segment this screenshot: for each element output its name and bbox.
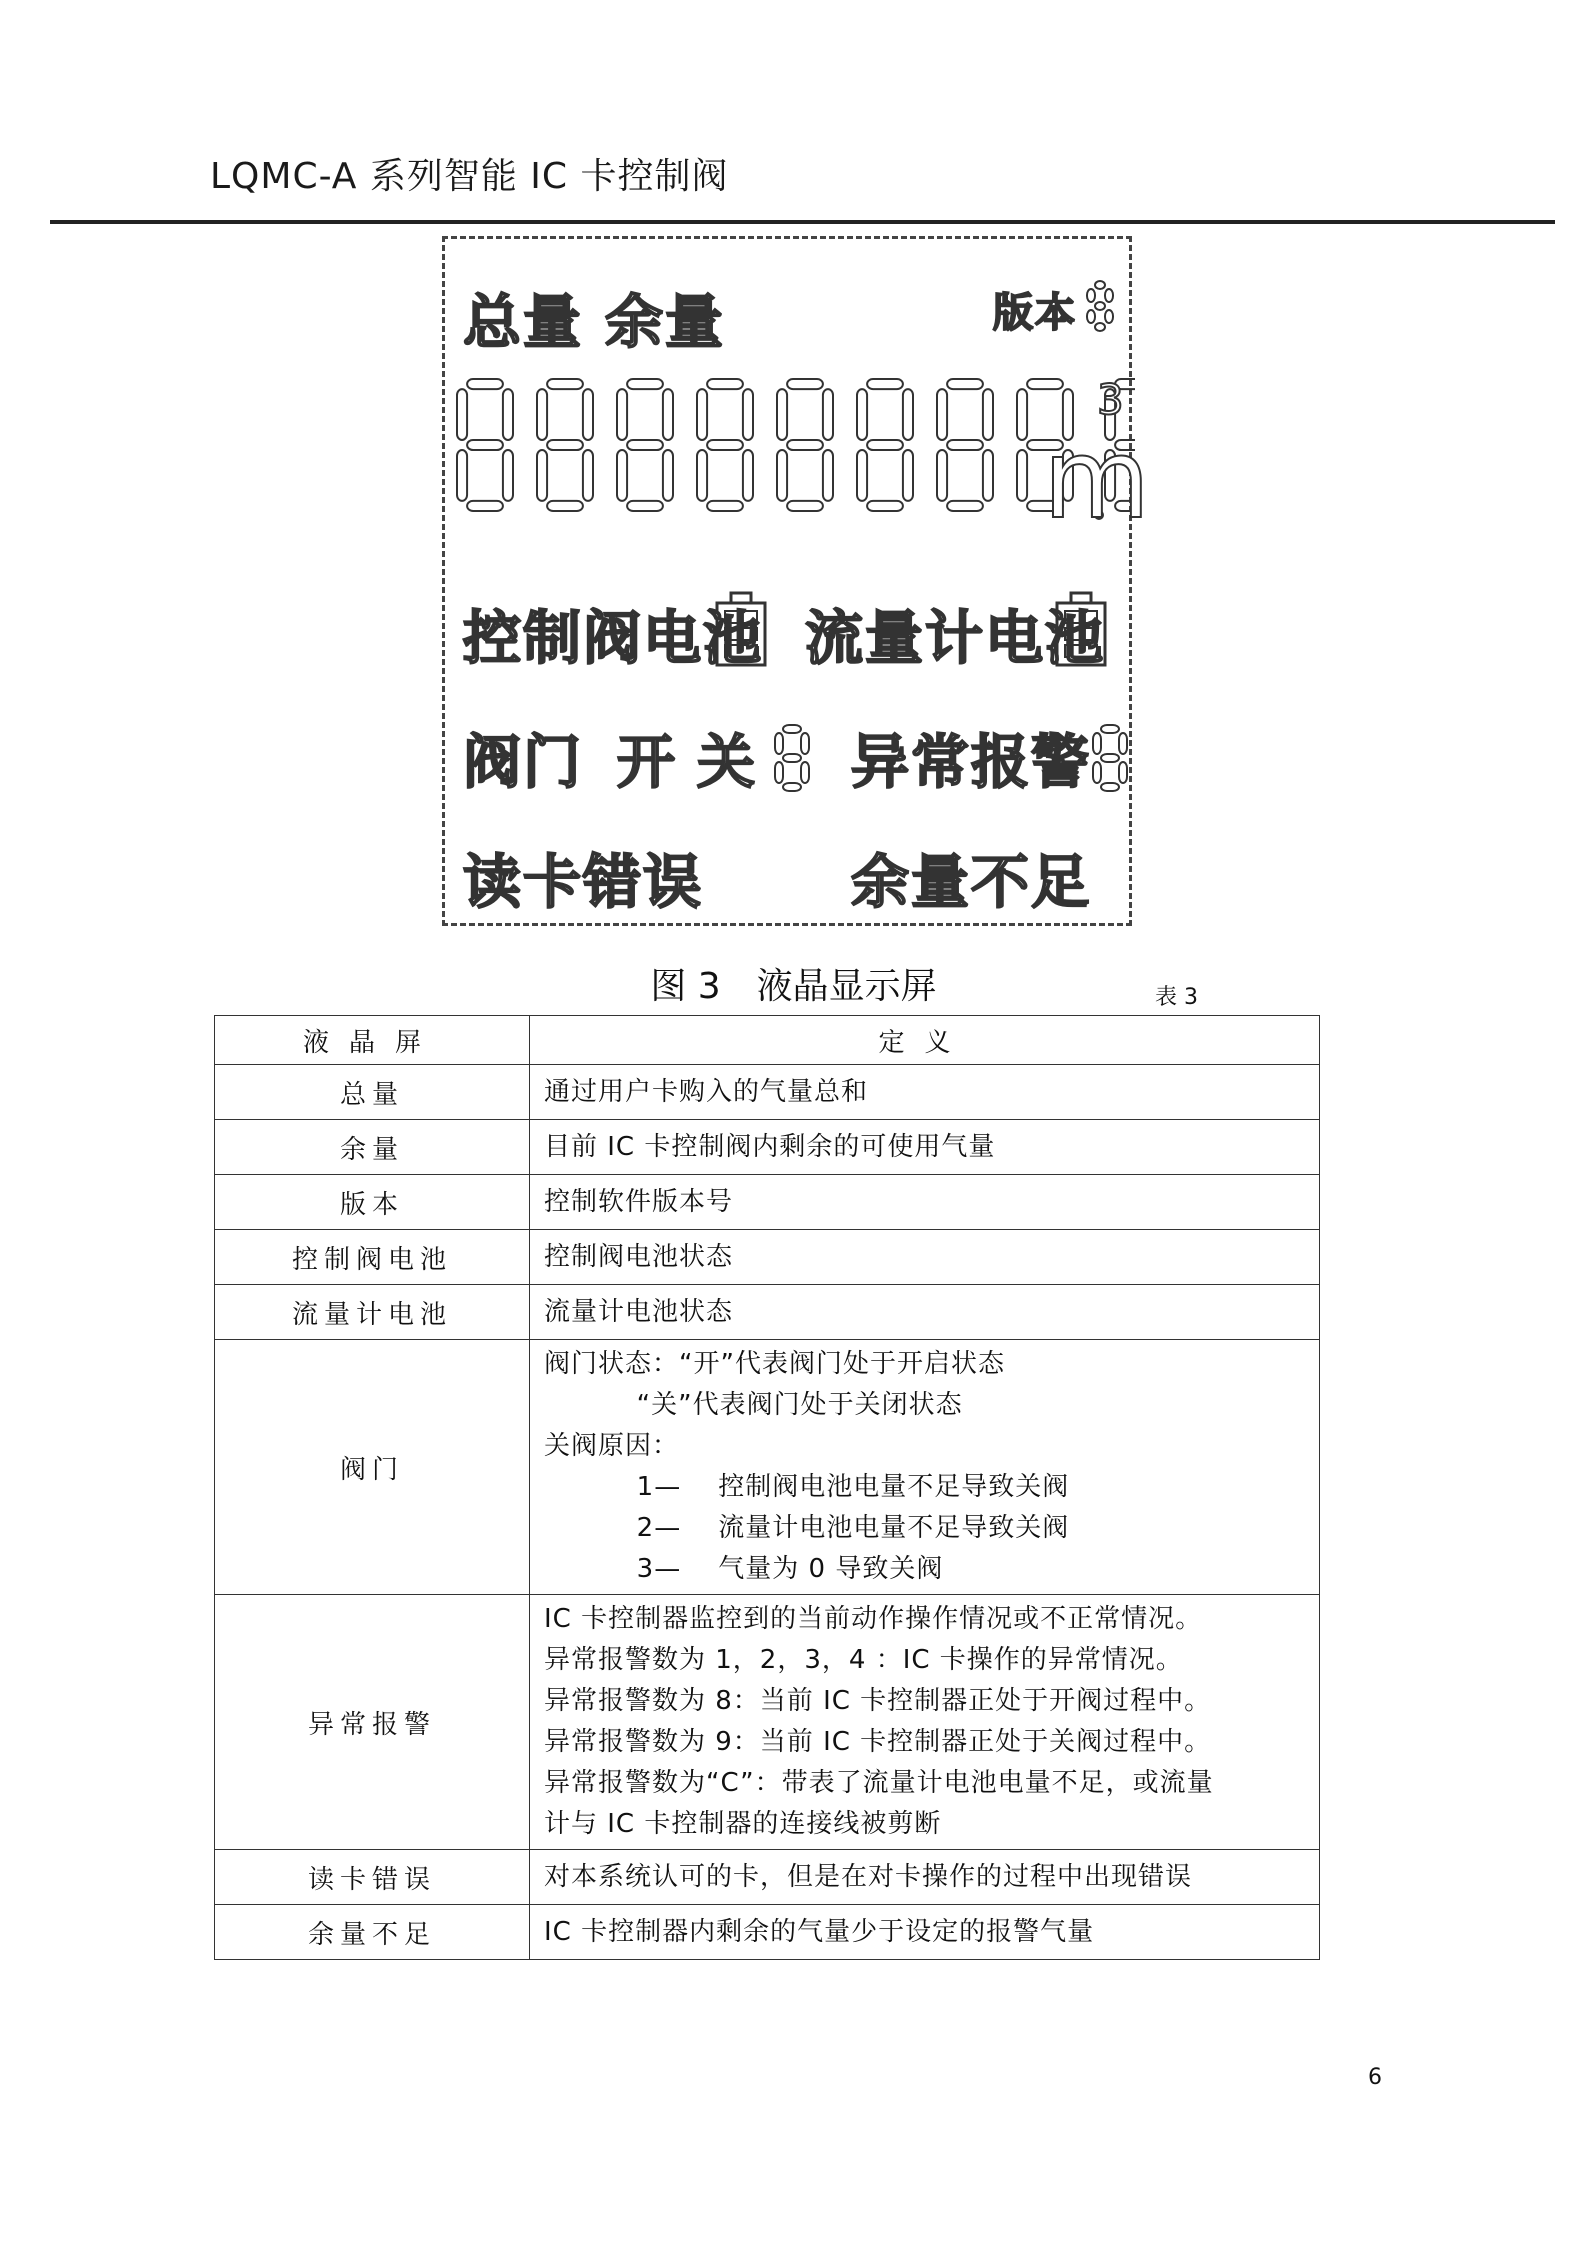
lcd-main-digit-0-seg-bl xyxy=(457,450,467,501)
lcd-alarm-digit-seg-mid xyxy=(1101,754,1119,762)
definition-line: 计与 IC 卡控制器的连接线被剪断 xyxy=(544,1809,942,1839)
table-row xyxy=(215,1340,1320,1595)
definition-line: 异常报警数为 8：当前 IC 卡控制器正处于开阀过程中。 xyxy=(544,1686,1212,1716)
row-definition xyxy=(530,1120,1320,1175)
lcd-main-digit-0-seg-mid xyxy=(467,440,503,450)
lcd-valve-digit-seg-tl xyxy=(775,733,783,754)
table-row xyxy=(215,1595,1320,1850)
lcd-main-digit-1-seg-mid xyxy=(547,440,583,450)
lcd-main-digit-6-seg-mid xyxy=(947,440,983,450)
lcd-segment-digits xyxy=(445,239,1135,929)
lcd-valve-digit-seg-tr xyxy=(801,733,809,754)
lcd-alarm-digit-seg-top xyxy=(1101,725,1119,733)
lcd-valve-digit-seg-br xyxy=(801,762,809,783)
lcd-main-digit-0-seg-tl xyxy=(457,389,467,440)
row-term: 异常报警 xyxy=(215,1595,530,1850)
definition-line: 异常报警数为“C”：带表了流量计电池电量不足，或流量 xyxy=(544,1768,1214,1798)
lcd-main-digit-3-seg-br xyxy=(743,450,753,501)
row-definition xyxy=(530,1285,1320,1340)
lcd-main-digit-6-seg-br xyxy=(983,450,993,501)
lcd-main-digit-3-seg-mid xyxy=(707,440,743,450)
table-row xyxy=(215,1065,1320,1120)
lcd-main-digit-0-seg-tr xyxy=(503,389,513,440)
lcd-close-label: 关 xyxy=(697,728,758,796)
lcd-alarm-digit-seg-tl xyxy=(1093,733,1101,754)
lcd-main-digit-2-seg-bottom xyxy=(627,501,663,511)
lcd-main-digit-2-seg-bl xyxy=(617,450,627,501)
row-definition xyxy=(530,1230,1320,1285)
lcd-main-digit-4-seg-bl xyxy=(777,450,787,501)
row-term: 余量 xyxy=(215,1120,530,1175)
lcd-main-digit-4-seg-tr xyxy=(823,389,833,440)
lcd-main-digit-4-seg-br xyxy=(823,450,833,501)
lcd-main-digit-3-seg-bl xyxy=(697,450,707,501)
lcd-main-digit-1-seg-br xyxy=(583,450,593,501)
lcd-remain-label: 余量 xyxy=(605,288,726,356)
lcd-alarm-digit-seg-bottom xyxy=(1101,783,1119,791)
definition-line: 关阀原因： xyxy=(544,1431,680,1461)
lcd-alarm-label: 异常报警 xyxy=(851,728,1092,796)
lcd-main-digit-6-seg-top xyxy=(947,379,983,389)
row-definition xyxy=(530,1850,1320,1905)
row-term: 余量不足 xyxy=(215,1905,530,1960)
lcd-main-digit-6-seg-tl xyxy=(937,389,947,440)
row-definition xyxy=(530,1065,1320,1120)
row-term: 总量 xyxy=(215,1065,530,1120)
lcd-version-digit-seg-top xyxy=(1095,281,1105,289)
lcd-main-digit-6-seg-bl xyxy=(937,450,947,501)
lcd-main-digit-3-seg-tl xyxy=(697,389,707,440)
lcd-main-digit-0-seg-br xyxy=(503,450,513,501)
table-row xyxy=(215,1175,1320,1230)
definition-line: 对本系统认可的卡，但是在对卡操作的过程中出现错误 xyxy=(544,1861,1193,1892)
definition-line: 1— 控制阀电池电量不足导致关阀 xyxy=(544,1472,1070,1502)
definition-line: “关”代表阀门处于关闭状态 xyxy=(544,1390,963,1420)
lcd-open-label: 开 xyxy=(617,728,678,796)
definition-line: 控制软件版本号 xyxy=(544,1186,734,1217)
lcd-read-error-label: 读卡错误 xyxy=(463,848,704,916)
document-title: LQMC-A 系列智能 IC 卡控制阀 xyxy=(210,156,729,197)
lcd-valve-digit-seg-bl xyxy=(775,762,783,783)
row-definition xyxy=(530,1905,1320,1960)
table-header-definition: 定义 xyxy=(530,1016,1320,1065)
lcd-valve-digit-seg-bottom xyxy=(783,783,801,791)
lcd-main-digit-5-seg-tr xyxy=(903,389,913,440)
definition-line: 流量计电池状态 xyxy=(544,1296,734,1327)
lcd-main-digit-4-seg-bottom xyxy=(787,501,823,511)
lcd-main-digit-1-seg-tr xyxy=(583,389,593,440)
row-definition xyxy=(530,1595,1320,1850)
lcd-main-digit-5-seg-top xyxy=(867,379,903,389)
lcd-main-digit-2-seg-mid xyxy=(627,440,663,450)
definition-line: 控制阀电池状态 xyxy=(544,1241,734,1272)
lcd-main-digit-7-seg-top xyxy=(1027,379,1063,389)
lcd-main-digit-5-seg-mid xyxy=(867,440,903,450)
row-definition xyxy=(530,1175,1320,1230)
lcd-main-digit-3-seg-bottom xyxy=(707,501,743,511)
lcd-main-digit-4-seg-mid xyxy=(787,440,823,450)
definition-line: 异常报警数为 1，2，3，4 ：IC 卡操作的异常情况。 xyxy=(544,1645,1183,1675)
table-row xyxy=(215,1120,1320,1175)
table-row xyxy=(215,1905,1320,1960)
lcd-valve-label: 阀门 xyxy=(463,728,584,796)
lcd-display-figure xyxy=(442,236,1153,926)
lcd-version-digit-seg-br xyxy=(1105,310,1113,323)
header-divider xyxy=(50,220,1555,224)
lcd-main-digit-0-seg-bottom xyxy=(467,501,503,511)
lcd-main-digit-5-seg-bottom xyxy=(867,501,903,511)
lcd-main-digit-4-seg-top xyxy=(787,379,823,389)
lcd-main-digit-1-seg-top xyxy=(547,379,583,389)
lcd-main-digit-6-seg-bottom xyxy=(947,501,983,511)
lcd-main-digit-3-seg-top xyxy=(707,379,743,389)
lcd-main-digit-5-seg-bl xyxy=(857,450,867,501)
lcd-main-digit-5-seg-tl xyxy=(857,389,867,440)
definition-line: 2— 流量计电池电量不足导致关阀 xyxy=(544,1513,1070,1543)
definition-line: 通过用户卡购入的气量总和 xyxy=(544,1076,869,1107)
page-number: 6 xyxy=(1368,2065,1382,2090)
lcd-alarm-digit-seg-tr xyxy=(1119,733,1127,754)
lcd-version-digit-seg-tr xyxy=(1105,289,1113,302)
lcd-valve-digit-seg-mid xyxy=(783,754,801,762)
lcd-main-digit-6-seg-tr xyxy=(983,389,993,440)
lcd-unit: m xyxy=(1043,415,1153,543)
lcd-low-balance-label: 余量不足 xyxy=(851,848,1092,916)
lcd-version-label: 版本 xyxy=(993,290,1077,336)
lcd-main-digit-3-seg-tr xyxy=(743,389,753,440)
lcd-version-digit-seg-tl xyxy=(1087,289,1095,302)
lcd-main-digit-4-seg-tl xyxy=(777,389,787,440)
lcd-main-digit-2-seg-br xyxy=(663,450,673,501)
lcd-valve-digit-seg-top xyxy=(783,725,801,733)
table-row xyxy=(215,1850,1320,1905)
definition-line: 3— 气量为 0 导致关阀 xyxy=(544,1554,944,1584)
lcd-version-digit-seg-bottom xyxy=(1095,323,1105,331)
lcd-total-label: 总量 xyxy=(463,288,584,356)
lcd-main-digit-2-seg-tl xyxy=(617,389,627,440)
lcd-version-digit-seg-bl xyxy=(1087,310,1095,323)
lcd-version-digit-seg-mid xyxy=(1095,302,1105,310)
row-term: 控制阀电池 xyxy=(215,1230,530,1285)
definition-line: 阀门状态：“开”代表阀门处于开启状态 xyxy=(544,1349,1005,1379)
lcd-alarm-digit-seg-bl xyxy=(1093,762,1101,783)
table-row xyxy=(215,1230,1320,1285)
lcd-main-digit-7-seg-tl xyxy=(1017,389,1027,440)
row-term: 流量计电池 xyxy=(215,1285,530,1340)
table-header-lcd: 液晶屏 xyxy=(215,1016,530,1065)
definition-line: IC 卡控制器监控到的当前动作操作情况或不正常情况。 xyxy=(544,1604,1203,1634)
definition-line: 异常报警数为 9：当前 IC 卡控制器正处于关阀过程中。 xyxy=(544,1727,1212,1757)
lcd-main-digit-2-seg-top xyxy=(627,379,663,389)
lcd-unit-superscript: 3 xyxy=(1097,375,1126,424)
definition-line: IC 卡控制器内剩余的气量少于设定的报警气量 xyxy=(544,1916,1095,1947)
row-definition xyxy=(530,1340,1320,1595)
row-term: 版本 xyxy=(215,1175,530,1230)
lcd-valve-battery-label: 控制阀电池 xyxy=(463,604,764,672)
lcd-main-digit-0-seg-top xyxy=(467,379,503,389)
table-row xyxy=(215,1285,1320,1340)
lcd-main-digit-1-seg-tl xyxy=(537,389,547,440)
definition-line: 目前 IC 卡控制阀内剩余的可使用气量 xyxy=(544,1131,996,1162)
lcd-main-digit-2-seg-tr xyxy=(663,389,673,440)
lcd-alarm-digit-seg-br xyxy=(1119,762,1127,783)
figure-caption: 图 3 液晶显示屏 xyxy=(650,966,937,1007)
lcd-main-digit-1-seg-bl xyxy=(537,450,547,501)
lcd-definition-table xyxy=(214,1015,1320,1960)
lcd-main-digit-5-seg-br xyxy=(903,450,913,501)
row-term: 读卡错误 xyxy=(215,1850,530,1905)
row-term: 阀门 xyxy=(215,1340,530,1595)
lcd-main-digit-7-seg-bl xyxy=(1017,450,1027,501)
lcd-meter-battery-label: 流量计电池 xyxy=(805,604,1106,672)
table-number: 表 3 xyxy=(1155,985,1198,1010)
lcd-main-digit-1-seg-bottom xyxy=(547,501,583,511)
